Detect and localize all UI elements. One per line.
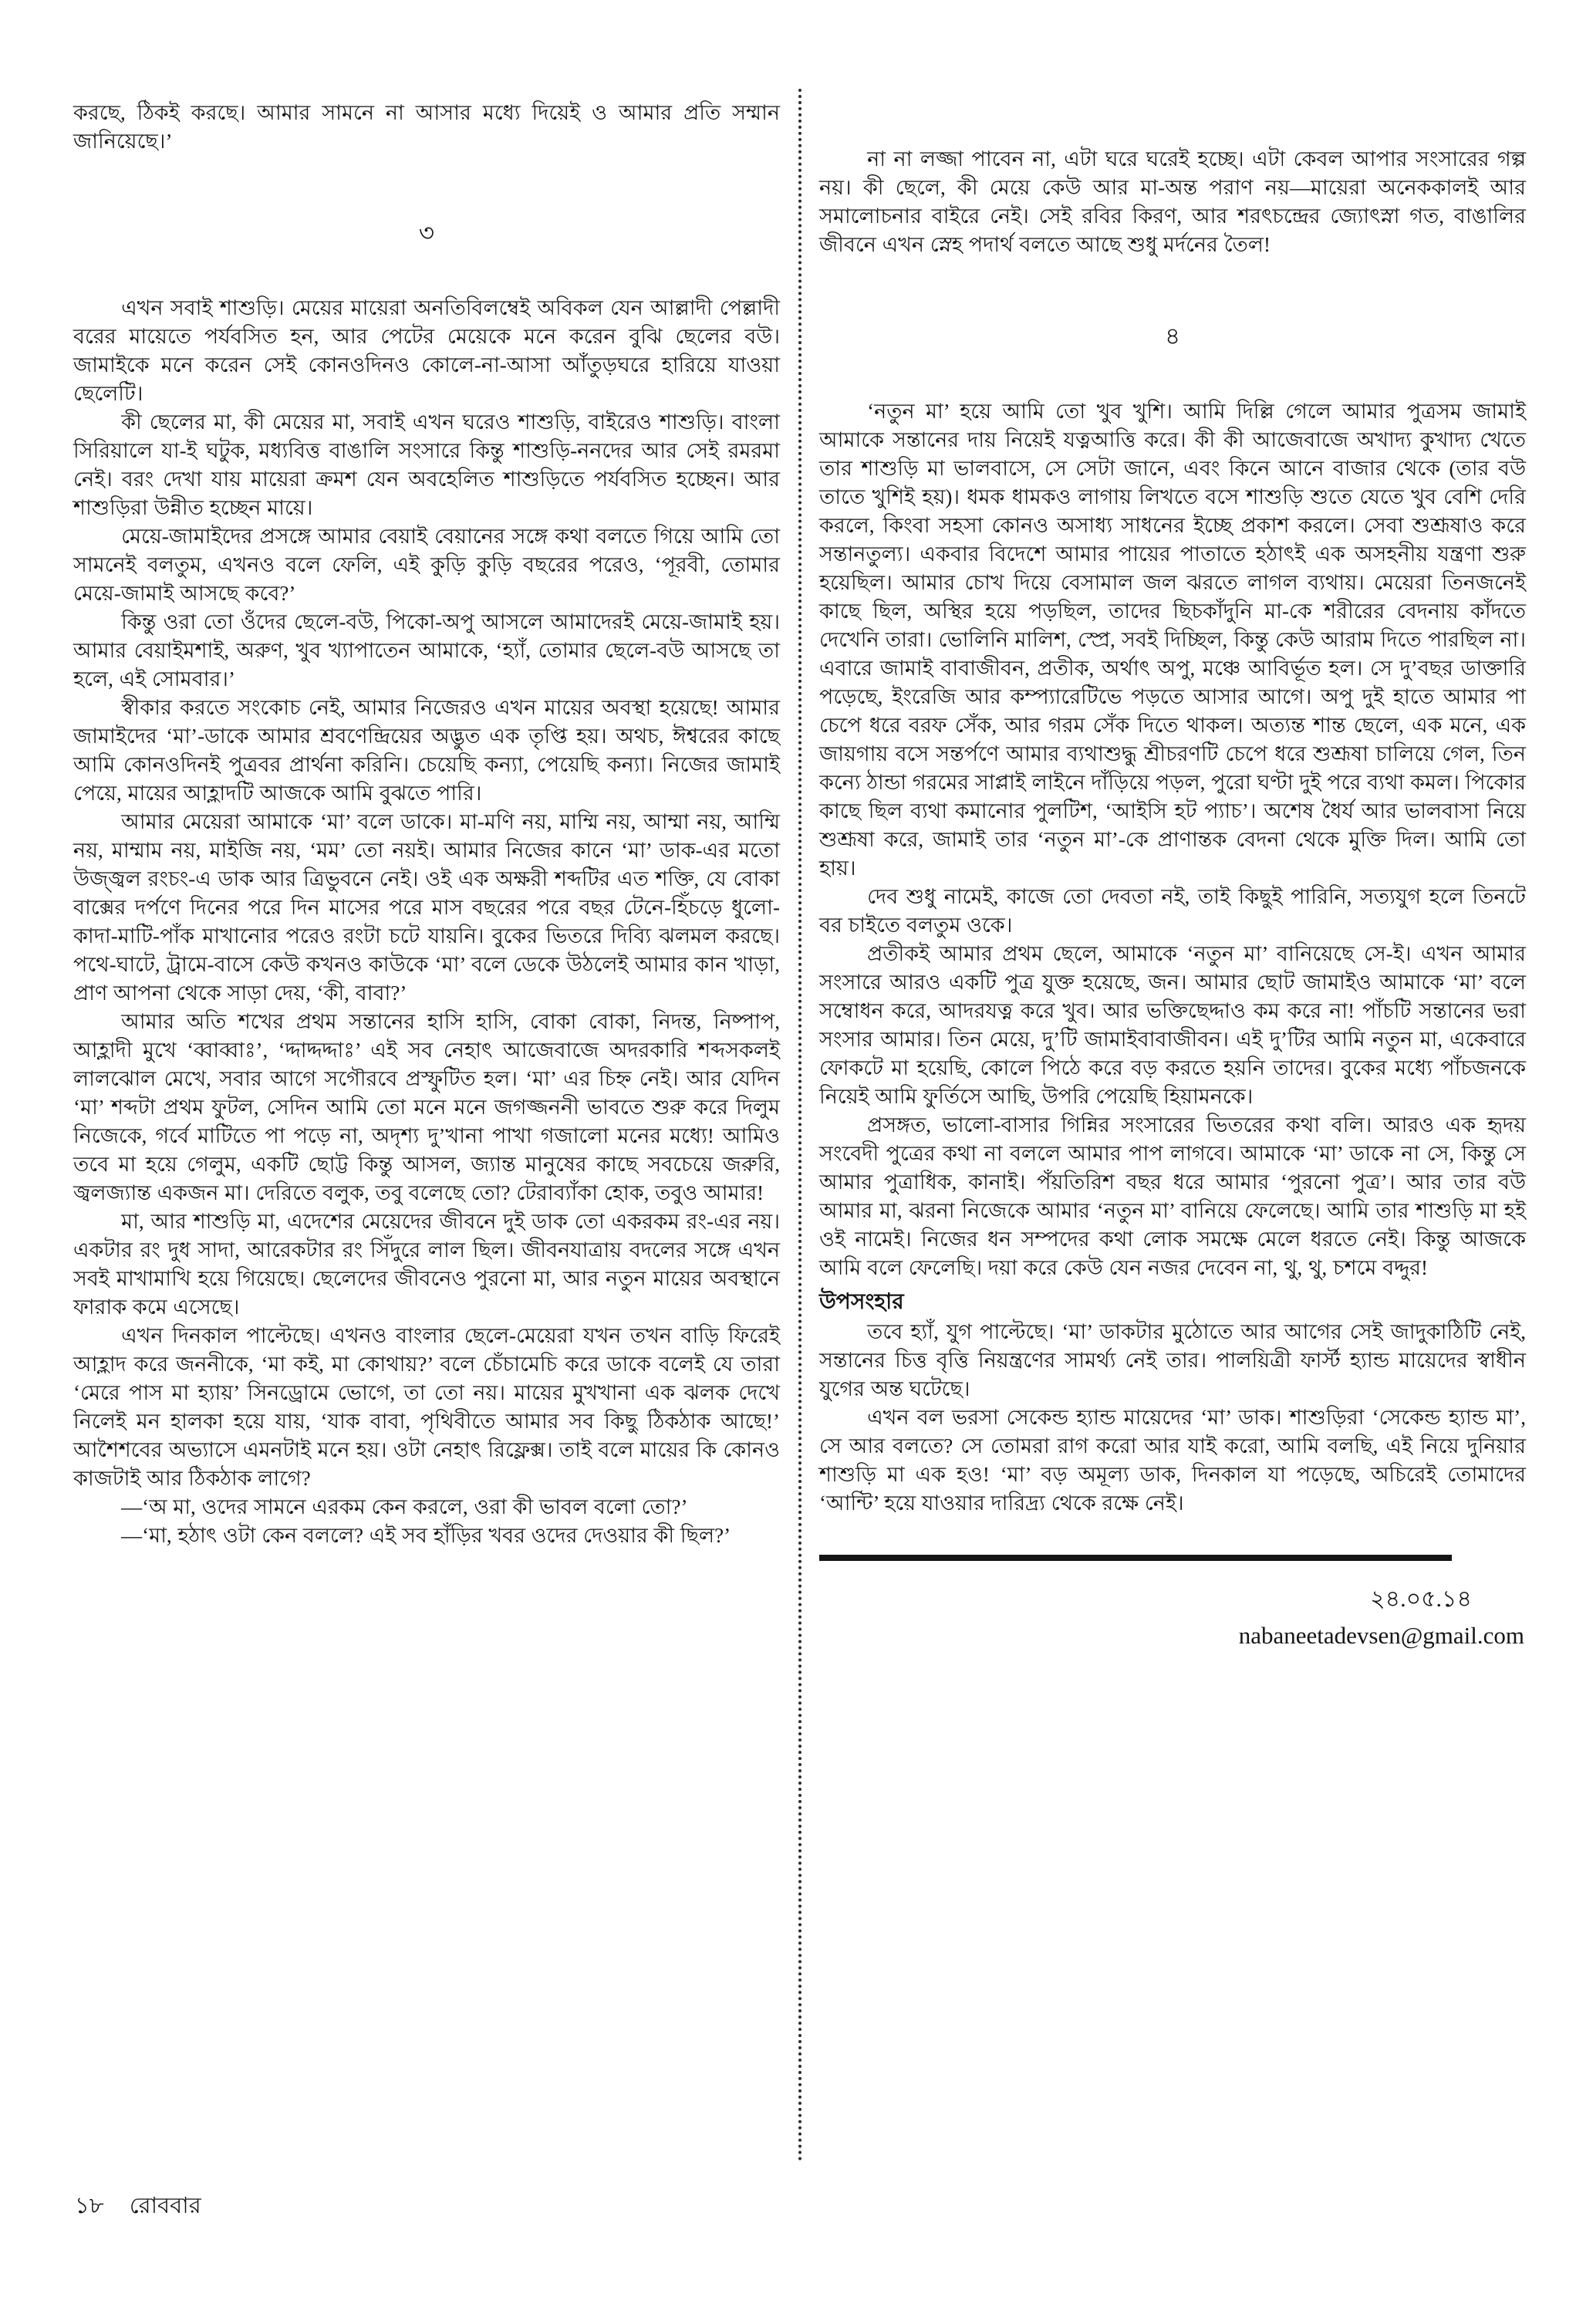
paragraph-continuation: করছে, ঠিকই করছে। আমার সামনে না আসার মধ্যে দিয়েই ও আমার প্রতি সম্মান জানিয়েছে।’ (73, 101, 780, 153)
subhead-conclusion: উপসংহার (819, 1290, 904, 1314)
article-date: ২৪.০৫.১৪ (1370, 1586, 1472, 1612)
right-column (819, 99, 1526, 1652)
paragraph: কিন্তু ওরা তো ওঁদের ছেলে-বউ, পিকো-অপু আসলে আমাদেরই মেয়ে-জামাই হয়। আমার বেয়াইমশাই, অরুণ, খুব খ্যাপাতেন আমাকে, ‘হ্যাঁ, তোমার ছেলে-বউ আসছে তা হলে, এই সোমবার।’ (73, 610, 780, 691)
paragraph: কী ছেলের মা, কী মেয়ের মা, সবাই এখন ঘরেও শাশুড়ি, বাইরেও শাশুড়ি। বাংলা সিরিয়ালে যা-ই ঘটুক, মধ্যবিত্ত বাঙালি সংসারে কিন্তু শাশুড়ি-ননদের আর সেই রমরমা নেই। বরং দেখা যায় মায়েরা ক্রমশ যেন অবহেলিত শাশুড়িতে পর্যবসিত হচ্ছেন। আর শাশুড়িরা উন্নীত হচ্ছেন মায়ে। (73, 410, 780, 519)
signature-rule (819, 1555, 1452, 1561)
paragraph: প্রসঙ্গত, ভালো-বাসার গিন্নির সংসারের ভিতরের কথা বলি। আরও এক হৃদয় সংবেদী পুত্রের কথা না বললে আমার পাপ লাগবে। আমাকে ‘মা’ ডাকে না সে, কিন্তু সে আমার পুত্রাধিক, কানাই। পঁয়তিরিশ বছর ধরে আমার ‘পুরনো পুত্র’। আর তার বউ আমার মা, ঝরনা নিজেকে আমার ‘নতুন মা’ বানিয়ে ফেলেছে। আমি তার শাশুড়ি মা হই ওই নামেই। নিজের ধন সম্পদের কথা লোক সমক্ষে মেলে ধরতে নেই। কিন্তু আজকে আমি বলে ফেলেছি। দয়া করে কেউ যেন নজর দেবেন না, থু, থু, চশমে বদ্দুর! (819, 1113, 1526, 1279)
page-number: ১৮ (75, 2194, 104, 2218)
left-column (73, 99, 780, 1550)
paragraph: এখন বল ভরসা সেকেন্ড হ্যান্ড মায়েদের ‘মা’ ডাক। শাশুড়িরা ‘সেকেন্ড হ্যান্ড মা’, সে আর বলতে? সে তোমরা রাগ করো আর যাই করো, আমি বলছি, এই নিয়ে দুনিয়ার শাশুড়ি মা এক হও! ‘মা’ বড় অমূল্য ডাক, দিনকাল যা পড়েছে, অচিরেই তোমাদের ‘আন্টি’ হয়ে যাওয়ার দারিদ্র্য থেকে রক্ষে নেই। (819, 1406, 1526, 1515)
paragraph: তবে হ্যাঁ, যুগ পাল্টেছে। ‘মা’ ডাকটার মুঠোতে আর আগের সেই জাদুকাঠিটি নেই, সন্তানের চিত্ত বৃত্তি নিয়ন্ত্রণের সামর্থ্য নেই তার। পালয়িত্রী ফার্স্ট হ্যান্ড মায়েদের স্বাধীন যুগের অন্ত ঘটেছে। (819, 1320, 1526, 1400)
section-number-3: ৩ (418, 219, 435, 246)
column-divider-dotted-rule (798, 89, 801, 2163)
dialogue-line: —‘অ মা, ওদের সামনে এরকম কেন করলে, ওরা কী ভাবল বলো তো?’ (121, 1495, 688, 1518)
paragraph: না না লজ্জা পাবেন না, এটা ঘরে ঘরেই হচ্ছে। এটা কেবল আপার সংসারের গল্প নয়। কী ছেলে, কী মেয়ে কেউ আর মা-অন্ত পরাণ নয়—মায়েরা অনেককালই আর সমালোচনার বাইরে নেই। সেই রবির কিরণ, আর শরৎচন্দ্রের জ্যোৎস্না গত, বাঙালির জীবনে এখন স্নেহ পদার্থ বলতে আছে শুধু মর্দনের তৈল! (819, 147, 1526, 256)
section-number-4: ৪ (1164, 323, 1181, 350)
paragraph: মেয়ে-জামাইদের প্রসঙ্গে আমার বেয়াই বেয়ানের সঙ্গে কথা বলতে গিয়ে আমি তো সামনেই বলতুম, এখনও বলে ফেলি, এই কুড়ি কুড়ি বছরের পরেও, ‘পূরবী, তোমার মেয়ে-জামাই আসছে কবে?’ (73, 525, 780, 605)
paragraph: মা, আর শাশুড়ি মা, এদেশের মেয়েদের জীবনে দুই ডাক তো একরকম রং-এর নয়। একটার রং দুধ সাদা, আরেকটার রং সিঁদুরে লাল ছিল। জীবনযাত্রায় বদলের সঙ্গে এখন সবই মাখামাখি হয়ে গিয়েছে। ছেলেদের জীবনেও পুরনো মা, আর নতুন মায়ের অবস্থানে ফারাক কমে এসেছে। (73, 1210, 780, 1319)
paragraph: প্রতীকই আমার প্রথম ছেলে, আমাকে ‘নতুন মা’ বানিয়েছে সে-ই। এখন আমার সংসারে আরও একটি পুত্র যুক্ত হয়েছে, জন। আমার ছোট জামাইও আমাকে ‘মা’ বলে সম্বোধন করে, আদরযত্ন করে খুব। আর ভক্তিছেদ্দাও কম করে না! পাঁচটি সন্তানের ভরা সংসার আমার। তিন মেয়ে, দু’টি জামাইবাবাজীবন। এই দু’টির আমি নতুন মা, একেবারে ফোকটে মা হয়েছি, কোলে পিঠে করে বড় করতে হয়নি তাদের। বুকের মধ্যে পাঁচজনকে নিয়েই আমি ফুর্তিসে আছি, উপরি পেয়েছি হিয়ামনকে। (819, 942, 1526, 1108)
paragraph: আমার অতি শখের প্রথম সন্তানের হাসি হাসি, বোকা বোকা, নিদন্ত, নিষ্পাপ, আহ্লাদী মুখে ‘ব্বাব্বাঃ’, ‘দ্দাদ্দদ্দাঃ’ এই সব নেহাৎ আজেবাজে অদরকারি শব্দসকলই লালঝোল মেখে, সবার আগে সগৌরবে প্রস্ফুটিত হল। ‘মা’ এর চিহ্ন নেই। আর যেদিন ‘মা’ শব্দটা প্রথম ফুটল, সেদিন আমি তো মনে মনে জগজ্জননী ভাবতে শুরু করে দিলুম নিজেকে, গর্বে মাটিতে পা পড়ে না, অদৃশ্য দু’খানা পাখা গজালো মনের মধ্যে! আমিও তবে মা হয়ে গেলুম, একটি ছোট্ট কিন্তু আসল, জ্যান্ত মানুষের কাছে সবচেয়ে জরুরি, জ্বলজ্যান্ত একজন মা। দেরিতে বলুক, তবু বলেছে তো? টেরাব্যাঁকা হোক, তবুও আমার! (73, 1010, 780, 1204)
magazine-name: রোববার (129, 2194, 201, 2218)
author-email: nabaneetadevsen@gmail.com (1238, 1622, 1524, 1649)
paragraph: আমার মেয়েরা আমাকে ‘মা’ বলে ডাকে। মা-মণি নয়, মাম্মি নয়, আম্মা নয়, আম্মি নয়, মাম্মাম নয়, মাইজি নয়, ‘মম’ তো নয়ই। আমার নিজের কানে ‘মা’ ডাক-এর মতো উজ্জ্বল রংচং-এ ডাক আর ত্রিভুবনে নেই। ওই এক অক্ষরী শব্দটির এত শক্তি, যে বোকা বাক্সের দর্পণে দিনের পরে দিন মাসের পরে মাস বছরের পরে বছর টেনে-হিঁচড়ে ধুলো-কাদা-মাটি-পাঁক মাখানোর পরেও রংটা চটে যায়নি। বুকের ভিতরে দিব্যি ঝলমল করছে। পথে-ঘাটে, ট্রামে-বাসে কেউ কখনও কাউকে ‘মা’ বলে ডেকে উঠলেই আমার কান খাড়া, প্রাণ আপনা থেকে সাড়া দেয়, ‘কী, বাবা?’ (73, 810, 780, 1005)
paragraph: ‘নতুন মা’ হয়ে আমি তো খুব খুশি। আমি দিল্লি গেলে আমার পুত্রসম জামাই আমাকে সন্তানের দায় নিয়েই যত্নআত্তি করে। কী কী আজেবাজে অখাদ্য কুখাদ্য খেতে তার শাশুড়ি মা ভালবাসে, সে সেটা জানে, এবং কিনে আনে বাজার থেকে (তার বউ তাতে খুশিই হয়)। ধমক ধামকও লাগায় লিখতে বসে শাশুড়ি শুতে যেতে খুব বেশি দেরি করলে, কিংবা সহসা কোনও অসাধ্য সাধনের ইচ্ছে প্রকাশ করলে। সেবা শুশ্রূষাও করে সন্তানতুল্য। একবার বিদেশে আমার পায়ের পাতাতে হঠাৎই এক অসহনীয় যন্ত্রণা শুরু হয়েছিল। আমার চোখ দিয়ে বেসামাল জল ঝরতে লাগল ব্যথায়। মেয়েরা তিনজনেই কাছে ছিল, অস্থির হয়ে পড়ছিল, তাদের ছিচকাঁদুনি মা-কে শরীরের বেদনায় কাঁদতে দেখেনি তারা। ভোলিনি মালিশ, স্প্রে, সবই দিচ্ছিল, কিন্তু কেউ আরাম দিতে পারছিল না। এবারে জামাই বাবাজীবন, প্রতীক, অর্থাৎ অপু, মঞ্চে আবির্ভূত হল। সে দু’বছর ডাক্তারি পড়েছে, ইংরেজি আর কম্প্যারেটিভে পড়তে আসার আগে। অপু দুই হাতে আমার পা চেপে ধরে বরফ সেঁক, আর গরম সেঁক দিতে থাকল। অত্যন্ত শান্ত ছেলে, এক মনে, এক জায়গায় বসে সন্তর্পণে আমার ব্যথাশুদ্ধু শ্রীচরণটি চেপে ধরে শুশ্রূষা চালিয়ে গেল, তিন কন্যে ঠান্ডা গরমের সাপ্লাই লাইনে দাঁড়িয়ে পড়ল, পুরো ঘণ্টা দুই পরে ব্যথা কমল। পিকোর কাছে ছিল ব্যথা কমানোর পুলটিশ, ‘আইসি হট প্যাচ’। অশেষ ধৈর্য আর ভালবাসা নিয়ে শুশ্রূষা করে, জামাই তার ‘নতুন মা’-কে প্রাণান্তক বেদনা থেকে মুক্তি দিল। আমি তো হায়। (819, 400, 1526, 880)
paragraph: এখন দিনকাল পাল্টেছে। এখনও বাংলার ছেলে-মেয়েরা যখন তখন বাড়ি ফিরেই আহ্লাদ করে জননীকে, ‘মা কই, মা কোথায়?’ বলে চেঁচামেচি করে ডাকে বলেই যে তারা ‘মেরে পাস মা হ্যায়’ সিনড্রোমে ভোগে, তা তো নয়। মায়ের মুখখানা এক ঝলক দেখে নিলেই মন হালকা হয়ে যায়, ‘যাক বাবা, পৃথিবীতে আমার সব কিছু ঠিকঠাক আছে!’ আশৈশবের অভ্যাসে এমনটাই মনে হয়। ওটা নেহাৎ রিফ্লেক্স। তাই বলে মায়ের কি কোনও কাজটাই আর ঠিকঠাক লাগে? (73, 1324, 780, 1490)
paragraph: এখন সবাই শাশুড়ি। মেয়ের মায়েরা অনতিবিলম্বেই অবিকল যেন আল্লাদী পেল্লাদী বরের মায়েতে পর্যবসিত হন, আর পেটের মেয়েকে মনে করেন বুঝি ছেলের বউ। জামাইকে মনে করেন সেই কোনওদিনও কোলে-না-আসা আঁতুড়ঘরে হারিয়ে যাওয়া ছেলেটি। (73, 296, 780, 405)
page-footer (75, 2188, 201, 2226)
paragraph: স্বীকার করতে সংকোচ নেই, আমার নিজেরও এখন মায়ের অবস্থা হয়েছে! আমার জামাইদের ‘মা’-ডাকে আমার শ্রবণেন্দ্রিয়ের অদ্ভুত এক তৃপ্তি হয়। অথচ, ঈশ্বরের কাছে আমি কোনওদিনই পুত্রবর প্রার্থনা করিনি। চেয়েছি কন্যা, পেয়েছি কন্যা। নিজের জামাই পেয়ে, মায়ের আহ্লাদটি আজকে আমি বুঝতে পারি। (73, 696, 780, 805)
paragraph: দেব শুধু নামেই, কাজে তো দেবতা নই, তাই কিছুই পারিনি, সত্যযুগ হলে তিনটে বর চাইতে বলতুম ওকে। (819, 885, 1526, 937)
dialogue-line: —‘মা, হঠাৎ ওটা কেন বললে? এই সব হাঁড়ির খবর ওদের দেওয়ার কী ছিল?’ (121, 1524, 731, 1547)
